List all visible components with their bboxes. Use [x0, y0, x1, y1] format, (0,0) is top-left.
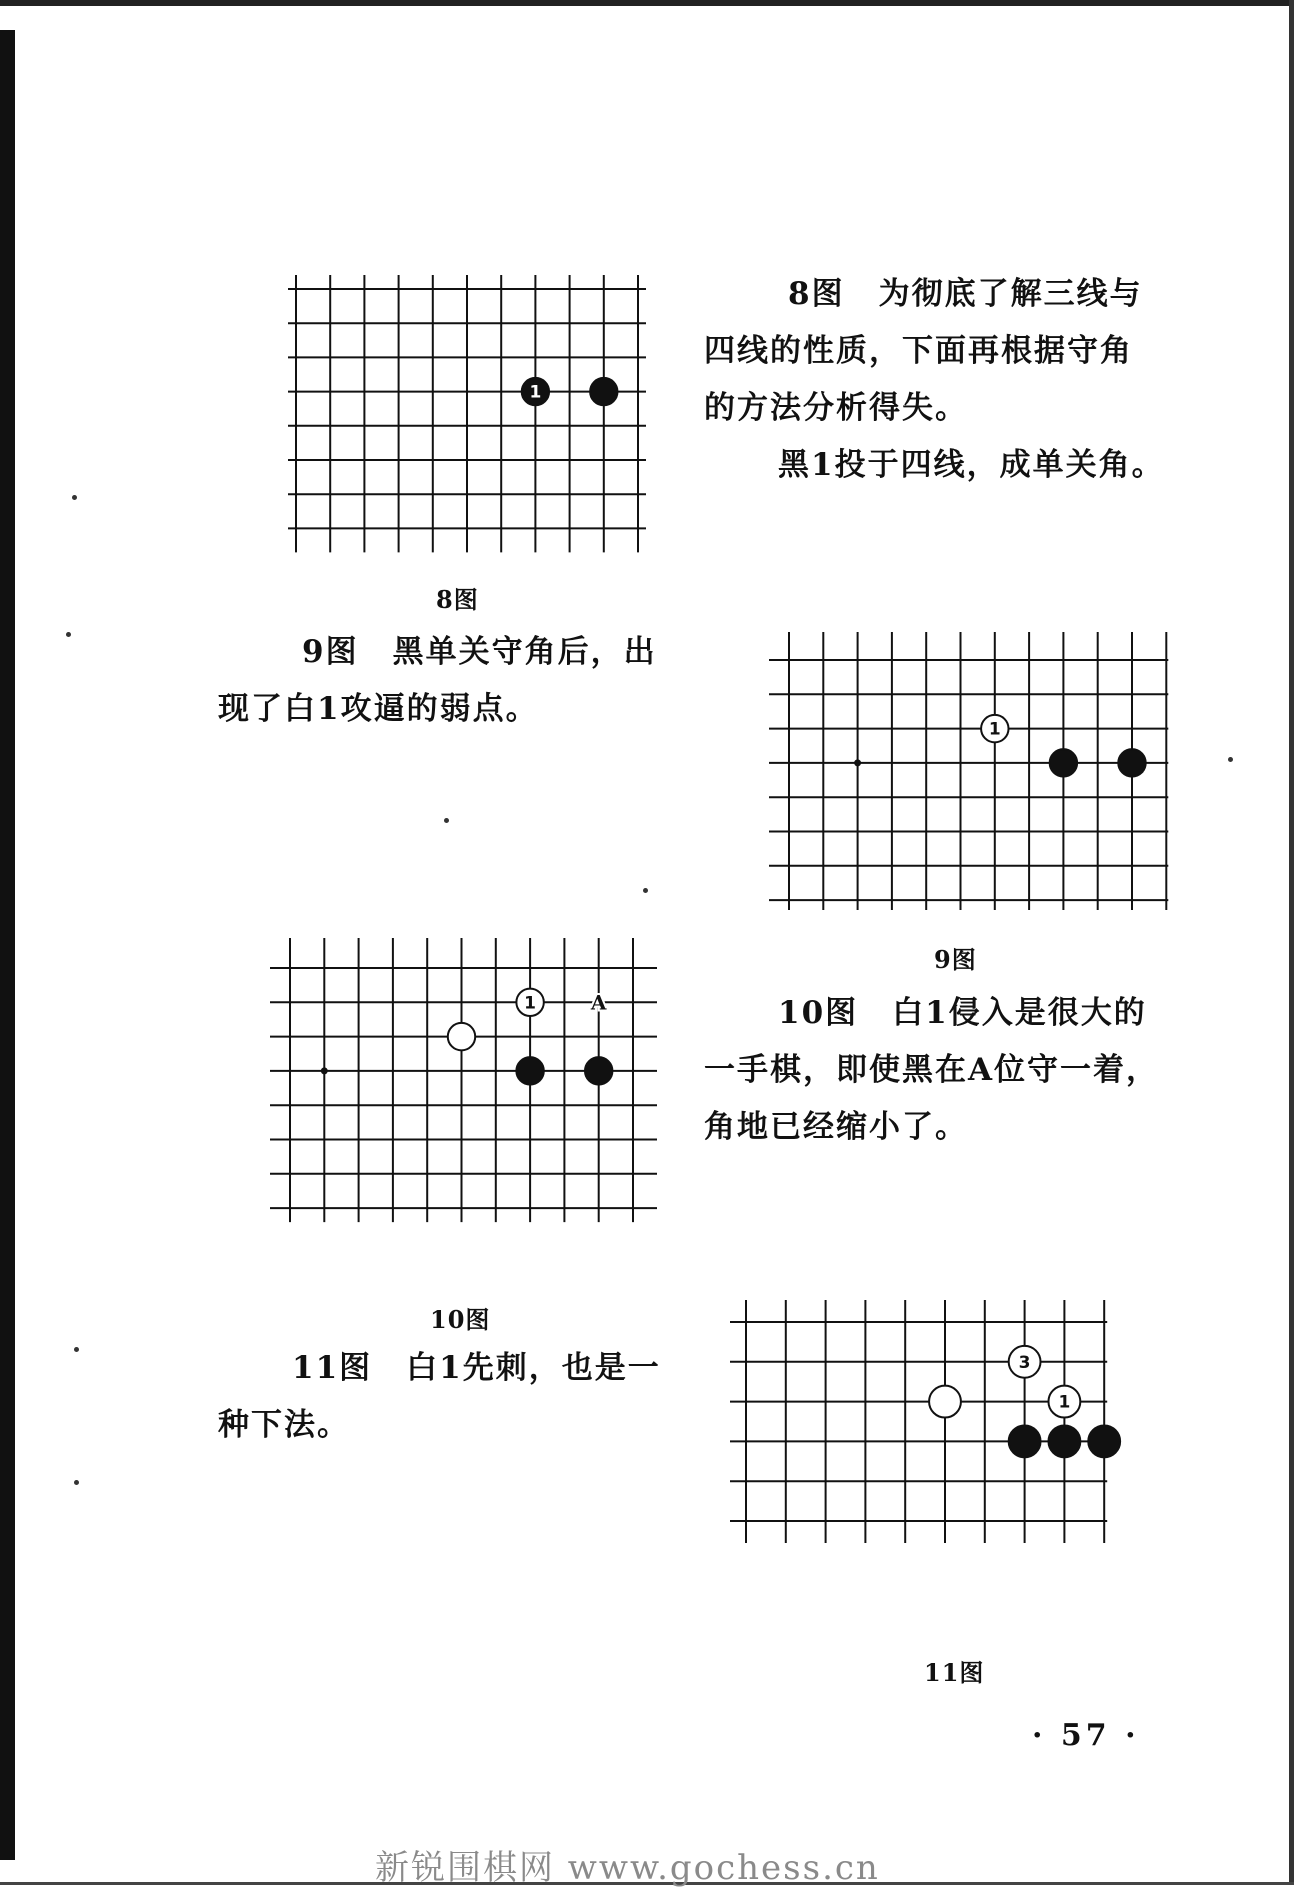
diagram-caption-8: 8图 — [436, 585, 479, 614]
site-watermark: 新锐围棋网 www.gochess.cn — [375, 1848, 880, 1888]
star-point — [321, 1067, 328, 1074]
paragraph-11 — [218, 1340, 661, 1454]
black-stone — [1009, 1425, 1041, 1457]
diagram-label-9: 9图 — [302, 634, 359, 670]
diagram-caption-9: 9图 — [934, 945, 977, 974]
white-stone — [929, 1386, 961, 1418]
diagram-label-10: 10图 — [778, 995, 859, 1031]
stone-move-number: 1 — [988, 719, 1001, 740]
diagram-caption-10: 10图 — [430, 1305, 491, 1334]
go-diagram-11 — [720, 1290, 1180, 1630]
scan-speck — [643, 888, 648, 893]
white-stone — [448, 1023, 475, 1050]
black-stone — [1048, 1425, 1080, 1457]
stone-move-number: 1 — [1058, 1392, 1071, 1413]
stone-move-number: 3 — [1018, 1352, 1031, 1373]
go-diagram-10 — [260, 925, 660, 1255]
scan-speck — [1228, 757, 1233, 762]
paragraph-8 — [704, 266, 1165, 494]
scan-speck — [74, 1347, 79, 1352]
paragraph-8-line-1: 为彻底了解三线与 — [878, 276, 1143, 312]
star-point — [854, 759, 861, 766]
black-stone — [585, 1057, 612, 1084]
paragraph-10-line-3: 角地已经缩小了。 — [704, 1109, 968, 1145]
paragraph-10 — [704, 985, 1159, 1156]
go-diagram-8 — [280, 270, 685, 560]
black-stone — [1050, 749, 1077, 776]
black-stone — [1118, 749, 1145, 776]
scan-speck — [66, 632, 71, 637]
black-stone — [516, 1057, 543, 1084]
paragraph-9-line-1: 黑单关守角后，出 — [392, 634, 657, 670]
diagram-label-8: 8图 — [788, 276, 845, 312]
paragraph-9 — [218, 624, 657, 738]
scan-speck — [72, 495, 77, 500]
paragraph-9-line-2: 现了白1攻逼的弱点。 — [218, 691, 539, 727]
paragraph-8-line-3: 的方法分析得失。 — [704, 390, 968, 426]
scan-border-right — [1289, 0, 1294, 1885]
paragraph-8-line-2: 四线的性质，下面再根据守角 — [704, 333, 1133, 369]
black-stone — [590, 378, 617, 405]
scan-border-left — [0, 30, 15, 1860]
scan-speck — [444, 818, 449, 823]
paragraph-10-line-1: 白1侵入是很大的 — [892, 995, 1147, 1031]
scan-speck — [74, 1480, 79, 1485]
diagram-label-11: 11图 — [292, 1350, 373, 1386]
page-number: · 57 · — [1032, 1718, 1140, 1753]
point-label-a: A — [590, 990, 607, 1015]
paragraph-11-line-2: 种下法。 — [218, 1407, 350, 1443]
paragraph-8-line-4: 黑1投于四线，成单关角。 — [778, 447, 1165, 483]
diagram-caption-11: 11图 — [924, 1658, 985, 1687]
paragraph-10-line-2: 一手棋，即使黑在A位守一着， — [704, 1052, 1160, 1088]
go-diagram-9 — [760, 620, 1180, 910]
black-stone — [1088, 1425, 1120, 1457]
stone-move-number: 1 — [524, 993, 537, 1014]
scan-border-top — [0, 0, 1294, 6]
stone-move-number: 1 — [529, 382, 542, 403]
paragraph-11-line-1: 白1先刺，也是一 — [406, 1350, 661, 1386]
